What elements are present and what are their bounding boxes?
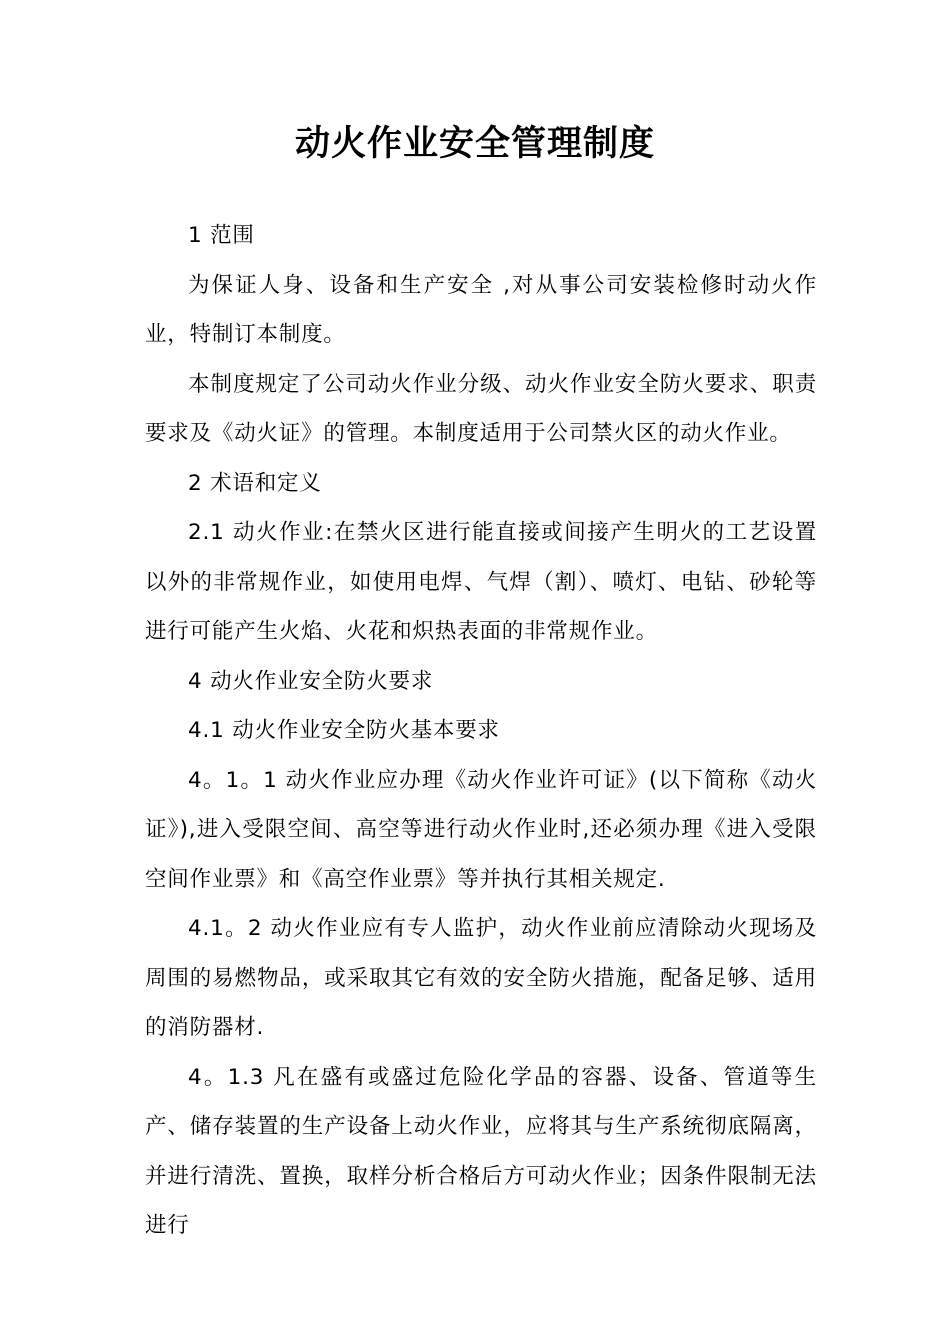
- section-heading-scope: 1 范围: [188, 223, 255, 248]
- paragraph-supervision: 4.1。2 动火作业应有专人监护，动火作业前应清除动火现场及周围的易燃物品，或采取其它有效的安全防火措施，配备足够、适用的消防器材.: [145, 916, 817, 1040]
- subsection-heading-basic: 4.1 动火作业安全防火基本要求: [188, 718, 500, 743]
- paragraph-purpose: 为保证人身、设备和生产安全 ,对从事公司安装检修时动火作业，特制订本制度。: [145, 272, 817, 347]
- paragraph-permit: 4。1。1 动火作业应办理《动火作业许可证》(以下简称《动火证》),进入受限空间、高空等进行动火作业时,还必须办理《进入受限空间作业票》和《高空作业票》等并执行其相关规定.: [145, 767, 817, 892]
- section-heading-requirements: 4 动火作业安全防火要求: [188, 668, 434, 694]
- paragraph-applicability: 本制度规定了公司动火作业分级、动火作业安全防火要求、职责要求及《动火证》的管理。本制度适用于公司禁火区的动火作业。: [145, 371, 817, 446]
- paragraph-isolation: 4。1.3 凡在盛有或盛过危险化学品的容器、设备、管道等生产、储存装置的生产设备上动火作业，应将其与生产系统彻底隔离，并进行清洗、置换，取样分析合格后方可动火作业；因条件限制无法进行: [145, 1064, 817, 1238]
- paragraph-definition: 2.1 动火作业:在禁火区进行能直接或间接产生明火的工艺设置以外的非常规作业，如使用电焊、气焊（割）、喷灯、电钻、砂轮等进行可能产生火焰、火花和炽热表面的非常规作业。: [145, 520, 817, 644]
- document-title: 动火作业安全管理制度: [294, 124, 655, 164]
- document-body: [145, 211, 817, 1251]
- section-heading-terms: 2 术语和定义: [188, 470, 322, 496]
